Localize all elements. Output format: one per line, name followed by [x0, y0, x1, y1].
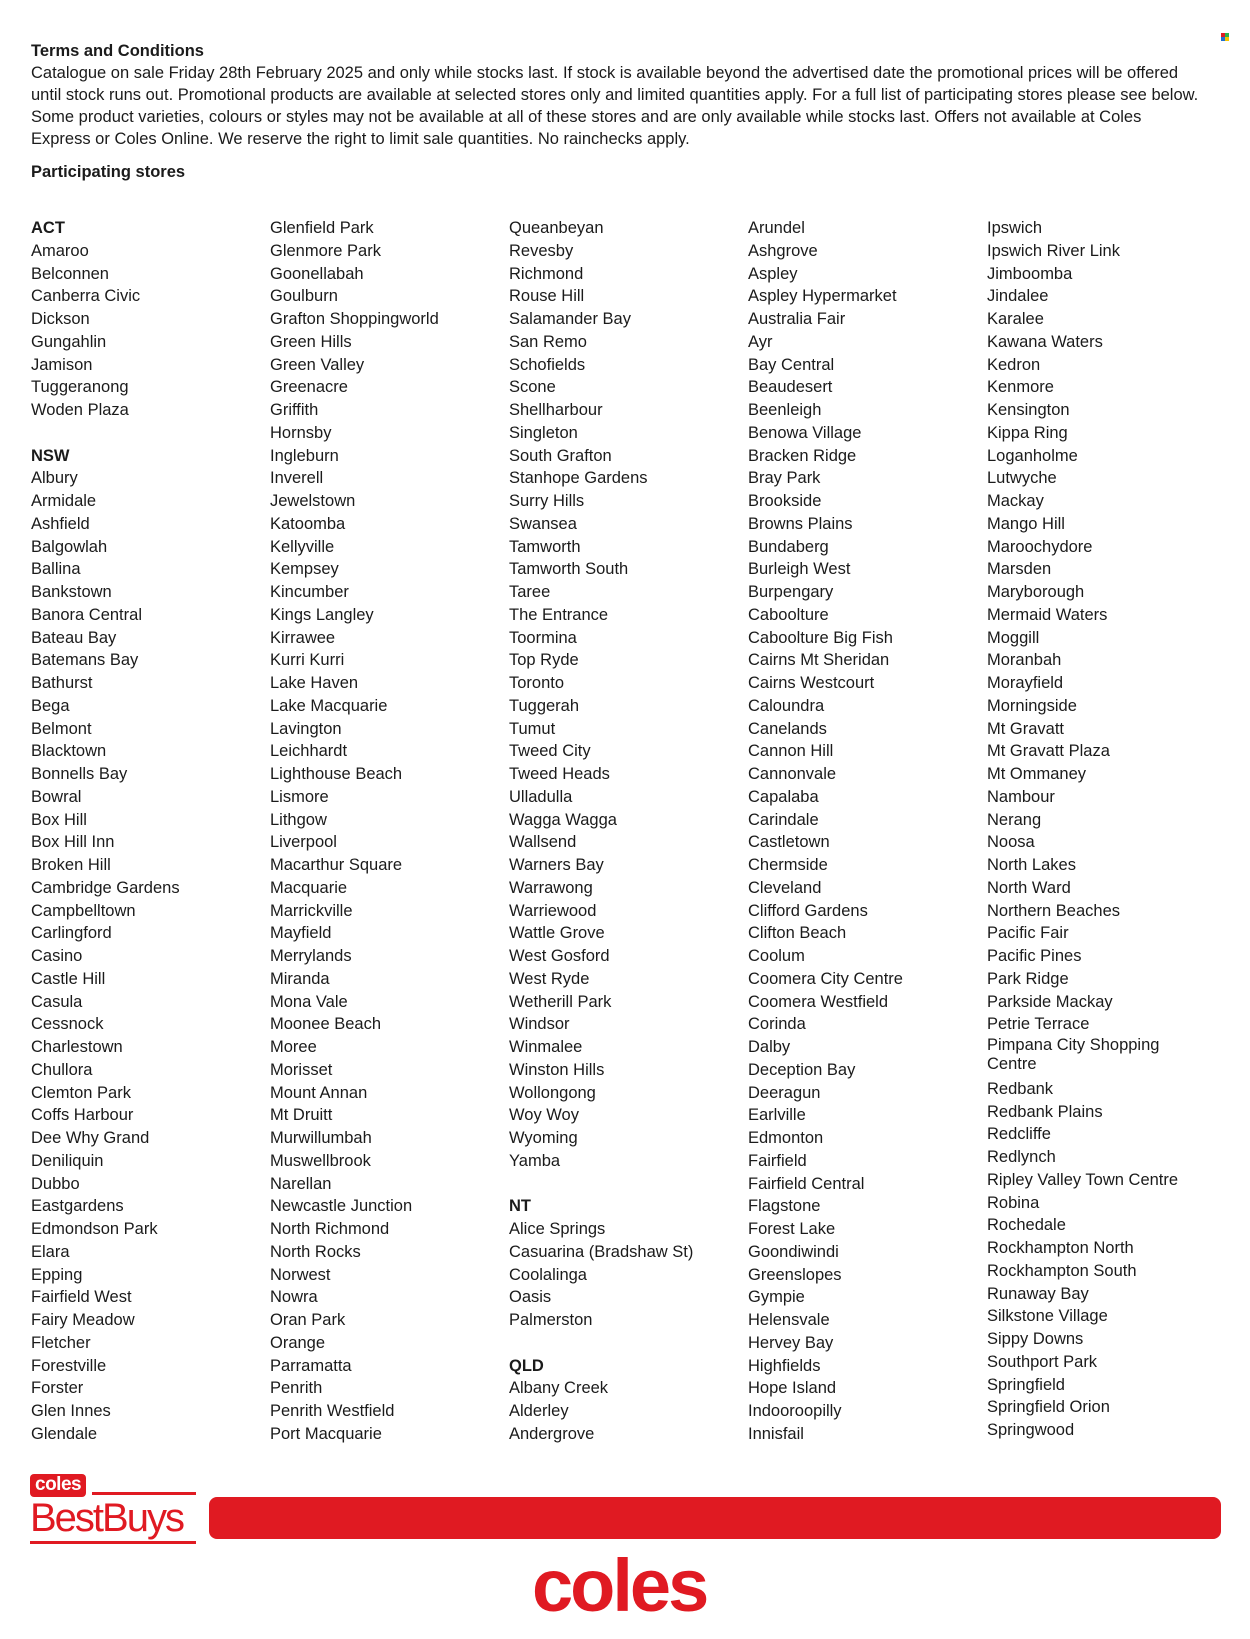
store-column-2 — [270, 217, 510, 1446]
store-name: Innisfail — [748, 1424, 804, 1443]
store-name: Redbank — [987, 1079, 1054, 1098]
store-name: Marsden — [987, 560, 1052, 579]
store-name: Griffith — [270, 401, 319, 419]
store-name: Inverell — [270, 469, 324, 488]
store-name: Clifford Gardens — [748, 901, 868, 920]
store-name: Wallsend — [509, 833, 577, 852]
store-name: Pimpana City Shopping Centre — [987, 1036, 1160, 1073]
store-name: Greenslopes — [748, 1265, 842, 1284]
store-name: Glen Innes — [31, 1402, 111, 1420]
store-name: Gungahlin — [31, 332, 107, 351]
store-name: Mango Hill — [987, 514, 1065, 533]
store-name: Toronto — [509, 674, 565, 692]
store-name: Mona Vale — [270, 992, 348, 1011]
store-name: Jamison — [31, 355, 93, 374]
store-name: Goulburn — [270, 287, 338, 306]
store-name: Earlville — [748, 1106, 806, 1125]
store-name: Parramatta — [270, 1356, 352, 1375]
store-name: Hope Island — [748, 1379, 837, 1398]
store-name: Castle Hill — [31, 969, 106, 988]
store-name: Tuggeranong — [31, 378, 129, 397]
store-name: Mt Gravatt Plaza — [987, 742, 1110, 761]
store-name: Lake Haven — [270, 674, 359, 692]
store-name: Green Valley — [270, 355, 365, 374]
store-name: Box Hill Inn — [31, 833, 115, 852]
store-name: Andergrove — [509, 1424, 595, 1443]
store-name: Warrawong — [509, 878, 593, 897]
store-name: Woden Plaza — [31, 401, 129, 419]
store-name: Rockhampton North — [987, 1239, 1134, 1257]
best-buys-text: BestBuys — [30, 1496, 183, 1540]
store-name: Ingleburn — [270, 446, 339, 465]
store-name: Carlingford — [31, 924, 112, 943]
store-name: Kings Langley — [270, 605, 374, 624]
store-name: Cairns Westcourt — [748, 674, 875, 692]
store-name: Beenleigh — [748, 401, 822, 419]
coles-tag: coles — [30, 1474, 86, 1497]
store-name: Green Hills — [270, 332, 352, 351]
store-name: Kincumber — [270, 583, 349, 601]
store-name: Edmondson Park — [31, 1220, 158, 1238]
store-name: Springfield Orion — [987, 1398, 1110, 1417]
store-name: Indooroopilly — [748, 1402, 842, 1420]
logo-rule — [92, 1492, 196, 1495]
store-name: Springwood — [987, 1421, 1075, 1439]
store-name: Liverpool — [270, 833, 337, 852]
store-name: Caloundra — [748, 696, 825, 715]
store-name: Australia Fair — [748, 310, 846, 328]
store-name: Batemans Bay — [31, 651, 139, 670]
store-name: Casuarina (Bradshaw St) — [509, 1242, 694, 1261]
store-name: Rochedale — [987, 1216, 1066, 1235]
store-name: Highfields — [748, 1356, 821, 1375]
store-name: Fairfield — [748, 1151, 807, 1170]
store-name: Richmond — [509, 264, 584, 283]
store-name: Muswellbrook — [270, 1151, 371, 1170]
store-name: Glendale — [31, 1424, 98, 1443]
store-name: Burleigh West — [748, 560, 851, 579]
store-name: Bray Park — [748, 469, 821, 488]
store-name: Cannonvale — [748, 765, 837, 783]
store-name: Sippy Downs — [987, 1330, 1084, 1348]
store-name: Arundel — [748, 219, 805, 237]
store-name: Katoomba — [270, 514, 346, 533]
store-name: Belmont — [31, 719, 92, 738]
store-name: Wagga Wagga — [509, 810, 617, 829]
store-name: Redcliffe — [987, 1125, 1051, 1144]
store-name: Jimboomba — [987, 264, 1073, 283]
store-name: Alderley — [509, 1402, 569, 1420]
store-name: Park Ridge — [987, 969, 1069, 988]
store-name: Schofields — [509, 355, 586, 374]
store-name: Browns Plains — [748, 514, 853, 533]
store-name: Kirrawee — [270, 628, 336, 647]
store-name: Coomera Westfield — [748, 992, 889, 1011]
corner-color-mark — [1221, 33, 1229, 41]
store-name: North Lakes — [987, 856, 1076, 874]
store-name: Kensington — [987, 401, 1070, 419]
store-name: Ashgrove — [748, 241, 818, 260]
store-name: Bankstown — [31, 583, 112, 601]
store-name: West Ryde — [509, 969, 590, 988]
store-name: Goondiwindi — [748, 1242, 839, 1261]
store-name: Morningside — [987, 696, 1077, 715]
store-name: Moranbah — [987, 651, 1062, 670]
store-name: North Rocks — [270, 1242, 361, 1261]
store-name: Capalaba — [748, 787, 819, 806]
store-name: Tweed City — [509, 742, 591, 761]
store-name: Singleton — [509, 423, 578, 442]
store-name: Caboolture — [748, 605, 829, 624]
store-name: Toormina — [509, 628, 577, 647]
store-name: Edmonton — [748, 1129, 824, 1147]
store-name: Norwest — [270, 1265, 331, 1284]
store-name: Cairns Mt Sheridan — [748, 651, 890, 670]
store-name: Penrith — [270, 1379, 323, 1398]
store-name: Caboolture Big Fish — [748, 628, 893, 647]
store-name: Newcastle Junction — [270, 1197, 413, 1216]
store-name: Wyoming — [509, 1129, 578, 1147]
store-name: Robina — [987, 1193, 1040, 1212]
store-name: Blacktown — [31, 742, 107, 761]
store-name: Leichhardt — [270, 742, 348, 761]
store-name: Forestville — [31, 1356, 107, 1375]
store-name: Lithgow — [270, 810, 327, 829]
store-name: Charlestown — [31, 1038, 123, 1056]
store-name: Clemton Park — [31, 1083, 131, 1102]
store-name: Ashfield — [31, 514, 90, 533]
coles-logo: coles — [532, 1544, 707, 1627]
store-name: Burpengary — [748, 583, 834, 601]
store-name: Cessnock — [31, 1015, 104, 1034]
store-name: Hornsby — [270, 423, 332, 442]
store-name: Castletown — [748, 833, 830, 852]
store-name: Aspley Hypermarket — [748, 287, 897, 306]
store-name: Oran Park — [270, 1311, 346, 1329]
store-name: Canelands — [748, 719, 827, 738]
store-name: North Richmond — [270, 1220, 390, 1238]
store-name: The Entrance — [509, 605, 609, 624]
store-name: Yamba — [509, 1151, 561, 1170]
store-name: Top Ryde — [509, 651, 579, 670]
store-column-3 — [509, 217, 749, 1446]
store-name: Kenmore — [987, 378, 1054, 397]
store-name: Flagstone — [748, 1197, 821, 1216]
state-heading: ACT — [31, 219, 65, 237]
store-name: Grafton Shoppingworld — [270, 310, 439, 328]
store-name: Shellharbour — [509, 401, 603, 419]
store-name: Nerang — [987, 810, 1042, 829]
store-name: Mt Ommaney — [987, 765, 1087, 783]
state-heading: QLD — [509, 1356, 544, 1375]
store-name: Deception Bay — [748, 1060, 856, 1079]
store-name: Epping — [31, 1265, 83, 1284]
store-column-5 — [987, 217, 1227, 1442]
store-name: Ulladulla — [509, 787, 573, 806]
store-name: Karalee — [987, 310, 1044, 328]
terms-title: Terms and Conditions — [31, 42, 204, 60]
store-name: Mayfield — [270, 924, 332, 943]
store-name: Amaroo — [31, 241, 89, 260]
store-name: Woy Woy — [509, 1106, 579, 1125]
store-name: Coolalinga — [509, 1265, 587, 1284]
store-name: Coolum — [748, 947, 805, 965]
store-name: Elara — [31, 1242, 70, 1261]
store-name: Bathurst — [31, 674, 93, 692]
store-name: Redlynch — [987, 1148, 1056, 1166]
store-name: Silkstone Village — [987, 1307, 1108, 1326]
store-name: Miranda — [270, 969, 330, 988]
store-name: Macquarie — [270, 878, 348, 897]
store-name: Petrie Terrace — [987, 1015, 1090, 1034]
store-name: Bay Central — [748, 355, 835, 374]
store-name: Greenacre — [270, 378, 348, 397]
store-column-1 — [31, 217, 271, 1446]
store-name: Mermaid Waters — [987, 605, 1108, 624]
store-name: Tamworth — [509, 537, 581, 556]
store-name: Loganholme — [987, 446, 1078, 465]
store-name: Glenfield Park — [270, 219, 374, 237]
terms-section — [31, 40, 1201, 150]
store-name: Forest Lake — [748, 1220, 836, 1238]
store-name: Ripley Valley Town Centre — [987, 1170, 1179, 1189]
store-name: West Gosford — [509, 947, 610, 965]
store-name: Scone — [509, 378, 556, 397]
store-name: Ayr — [748, 332, 773, 351]
store-name: Kurri Kurri — [270, 651, 345, 670]
store-name: Fairfield Central — [748, 1174, 865, 1193]
store-name: Brookside — [748, 492, 822, 510]
store-name: Deeragun — [748, 1083, 821, 1102]
store-name: Springfield — [987, 1375, 1065, 1394]
store-name: Southport Park — [987, 1352, 1098, 1371]
store-name: Narellan — [270, 1174, 332, 1193]
store-name: Carindale — [748, 810, 819, 829]
store-name: Albury — [31, 469, 78, 488]
store-name: Eastgardens — [31, 1197, 124, 1216]
store-name: Beaudesert — [748, 378, 833, 397]
store-name: Revesby — [509, 241, 574, 260]
store-name: Tuggerah — [509, 696, 580, 715]
store-name: Port Macquarie — [270, 1424, 382, 1443]
store-name: Lake Macquarie — [270, 696, 388, 715]
store-name: Surry Hills — [509, 492, 585, 510]
store-name: Cannon Hill — [748, 742, 834, 761]
store-name: Albany Creek — [509, 1379, 609, 1398]
state-heading: NSW — [31, 446, 70, 465]
store-name: Windsor — [509, 1015, 570, 1034]
store-name: Cambridge Gardens — [31, 878, 180, 897]
store-name: Clifton Beach — [748, 924, 847, 943]
store-name: Redbank Plains — [987, 1102, 1103, 1121]
store-name: Casino — [31, 947, 83, 965]
store-name: Banora Central — [31, 605, 142, 624]
store-name: Wattle Grove — [509, 924, 605, 943]
store-name: Forster — [31, 1379, 84, 1398]
store-name: Rockhampton South — [987, 1261, 1137, 1280]
store-name: Salamander Bay — [509, 310, 631, 328]
store-name: San Remo — [509, 332, 587, 351]
store-name: Fairy Meadow — [31, 1311, 135, 1329]
store-column-4 — [748, 217, 988, 1446]
store-name: Glenmore Park — [270, 241, 381, 260]
store-name: Northern Beaches — [987, 901, 1120, 920]
store-name: Runaway Bay — [987, 1284, 1089, 1303]
store-name: Oasis — [509, 1288, 552, 1307]
store-name: Murwillumbah — [270, 1129, 372, 1147]
store-name: Merrylands — [270, 947, 352, 965]
store-name: Warriewood — [509, 901, 597, 920]
store-name: Coomera City Centre — [748, 969, 903, 988]
store-name: North Ward — [987, 878, 1071, 897]
store-name: Coffs Harbour — [31, 1106, 134, 1125]
store-name: Gympie — [748, 1288, 805, 1307]
store-name: Deniliquin — [31, 1151, 104, 1170]
store-name: Parkside Mackay — [987, 992, 1113, 1011]
store-name: Cleveland — [748, 878, 822, 897]
store-name: Wollongong — [509, 1083, 596, 1102]
store-name: Ipswich — [987, 219, 1043, 237]
store-name: Canberra Civic — [31, 287, 141, 306]
store-name: Armidale — [31, 492, 97, 510]
spacer — [31, 422, 271, 445]
store-name: Noosa — [987, 833, 1035, 852]
store-name: Dickson — [31, 310, 90, 328]
store-name: Dubbo — [31, 1174, 80, 1193]
store-name: Nowra — [270, 1288, 318, 1307]
logo-underline — [30, 1541, 196, 1544]
store-name: Belconnen — [31, 264, 109, 283]
store-name: Mackay — [987, 492, 1044, 510]
store-name: Campbelltown — [31, 901, 136, 920]
store-name: Aspley — [748, 264, 798, 283]
store-name: Kawana Waters — [987, 332, 1103, 351]
store-name: Lavington — [270, 719, 342, 738]
store-name: Swansea — [509, 514, 577, 533]
store-name: Chullora — [31, 1060, 93, 1079]
store-name: Penrith Westfield — [270, 1402, 395, 1420]
store-name: Warners Bay — [509, 856, 604, 874]
terms-body: Catalogue on sale Friday 28th February 2025 and only while stocks last. If stock is available beyond the advertised date the promotional prices will be offered until stock runs out. Promotional products are available at selected stores only and limited quantities apply. For a full list of participating stores please see below. Some product varieties, colours or styles may not be available at all of these stores and are only available while stocks last. Offers not available at Coles Express or Coles Online. We reserve the right to limit sale quantities. No rainchecks apply. — [31, 64, 1199, 148]
store-name: Fairfield West — [31, 1288, 132, 1307]
store-name: Balgowlah — [31, 537, 108, 556]
store-name: Broken Hill — [31, 856, 111, 874]
store-name: Kedron — [987, 355, 1041, 374]
store-name: Bracken Ridge — [748, 446, 857, 465]
store-name: Bateau Bay — [31, 628, 117, 647]
store-name: Maroochydore — [987, 537, 1093, 556]
spacer — [509, 1173, 749, 1196]
store-name: Kippa Ring — [987, 423, 1068, 442]
store-name: Wetherill Park — [509, 992, 612, 1011]
store-name: Moree — [270, 1038, 317, 1056]
red-banner-bar — [209, 1497, 1221, 1539]
store-name: Tamworth South — [509, 560, 629, 579]
store-name: Kellyville — [270, 537, 335, 556]
store-name: Casula — [31, 992, 83, 1011]
store-name: Macarthur Square — [270, 856, 403, 874]
state-heading: NT — [509, 1197, 531, 1216]
store-name: Chermside — [748, 856, 828, 874]
store-name: Mount Annan — [270, 1083, 368, 1102]
spacer — [509, 1332, 749, 1355]
store-name: Box Hill — [31, 810, 87, 829]
store-name: Lismore — [270, 787, 329, 806]
store-name: Corinda — [748, 1015, 806, 1034]
store-name: Orange — [270, 1333, 326, 1352]
store-name: Ipswich River Link — [987, 241, 1120, 260]
store-name: Queanbeyan — [509, 219, 604, 237]
store-name: Jindalee — [987, 287, 1049, 306]
store-name: Hervey Bay — [748, 1333, 834, 1352]
store-name: Tumut — [509, 719, 556, 738]
store-name: Lutwyche — [987, 469, 1057, 488]
store-name: Dalby — [748, 1038, 791, 1056]
store-name: Winston Hills — [509, 1060, 605, 1079]
store-name: Alice Springs — [509, 1220, 606, 1238]
store-name: Pacific Fair — [987, 924, 1069, 943]
store-name: Helensvale — [748, 1311, 830, 1329]
store-name: Kempsey — [270, 560, 339, 579]
store-name: Bowral — [31, 787, 82, 806]
store-name: Mt Gravatt — [987, 719, 1065, 738]
store-name: Lighthouse Beach — [270, 765, 403, 783]
store-name: Goonellabah — [270, 264, 364, 283]
store-name: Palmerston — [509, 1311, 593, 1329]
store-name: Morayfield — [987, 674, 1064, 692]
store-name: Benowa Village — [748, 423, 862, 442]
store-name: Mt Druitt — [270, 1106, 333, 1125]
store-name: Fletcher — [31, 1333, 91, 1352]
store-name: Nambour — [987, 787, 1055, 806]
store-name: Ballina — [31, 560, 81, 579]
store-name: Tweed Heads — [509, 765, 610, 783]
store-name: South Grafton — [509, 446, 612, 465]
store-name: Moonee Beach — [270, 1015, 381, 1034]
store-name: Dee Why Grand — [31, 1129, 150, 1147]
store-name: Jewelstown — [270, 492, 356, 510]
store-name: Bega — [31, 696, 70, 715]
store-name: Marrickville — [270, 901, 353, 920]
store-name: Maryborough — [987, 583, 1085, 601]
store-name: Moggill — [987, 628, 1040, 647]
store-name: Bundaberg — [748, 537, 829, 556]
store-name: Stanhope Gardens — [509, 469, 648, 488]
store-name: Bonnells Bay — [31, 765, 128, 783]
participating-stores-title: Participating stores — [31, 163, 186, 181]
store-name: Morisset — [270, 1060, 333, 1079]
store-name: Pacific Pines — [987, 947, 1082, 965]
store-name: Rouse Hill — [509, 287, 585, 306]
store-name: Taree — [509, 583, 551, 601]
store-name: Winmalee — [509, 1038, 583, 1056]
